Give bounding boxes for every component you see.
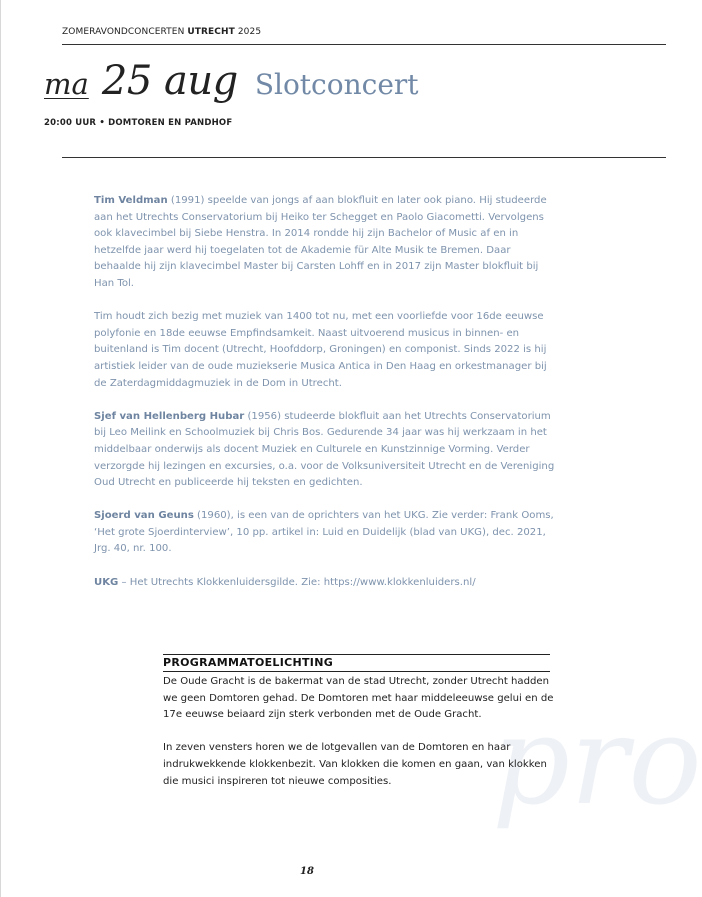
programma-paragraph: De Oude Gracht is de bakermat van de stad Utrecht, zonder Utrecht hadden we geen Domtoren gehad. De Domtoren met haar middeleeuwse gelui en de 17e eeuwse beiaard zijn sterk verbonden met de Oude Gracht. xyxy=(163,676,554,721)
page-number: 18 xyxy=(300,866,314,877)
biographies xyxy=(94,193,556,608)
programma-body xyxy=(163,674,555,807)
watermark-text: pro xyxy=(492,690,702,832)
section-top-rule xyxy=(163,654,550,655)
event-time-location: 20:00 UUR • DOMTOREN EN PANDHOF xyxy=(44,118,233,128)
event-day: ma xyxy=(44,67,89,101)
bio-paragraph: Tim Veldman (1991) speelde van jongs af aan blokfluit en later ook piano. Hij studeerde aan het Utrechts Conservatorium bij Heiko ter Schegget en Paolo Giacometti. Vervolgens ook klavecimbel bij Siebe Henstra. In 2014 rondde hij zijn Bachelor of Music af en in hetzelfde jaar werd hij toegelaten tot de Akademie für Alte Musik te Bremen. Daar behaalde hij zijn klavecimbel Master bij Carsten Lohff en in 2017 zijn Master blokfluit bij Han Tol. xyxy=(94,195,547,289)
event-date: 25 aug xyxy=(101,58,238,104)
bio-paragraph: Tim houdt zich bezig met muziek van 1400 tot nu, met een voorliefde voor 16de eeuwse polyfonie en 18de eeuwse Empfindsamkeit. Naast uitvoerend musicus in binnen- en buitenland is Tim docent (Utrecht, Hoofddorp, Groningen) en componist. Sinds 2022 is hij artistiek leider van de oude muziekserie Musica Antica in Den Haag en orkestmanager bij de Zaterdagmiddagmuziek in de Dom in Utrecht. xyxy=(94,311,547,389)
programma-paragraph: In zeven vensters horen we de lotgevallen van de Domtoren en haar indrukwekkende klokkenbezit. Van klokken die komen en gaan, van klokken die musici inspireren tot nieuwe composities. xyxy=(163,742,547,787)
header-rule xyxy=(62,44,666,45)
bio-paragraph: Sjef van Hellenberg Hubar (1956) studeerde blokfluit aan het Utrechts Conservatorium bij Leo Meilink en Schoolmuziek bij Chris Bos. Gedurende 34 jaar was hij werkzaam in het middelbaar onderwijs als docent Muziek en Culturele en Kunstzinnige Vorming. Verder verzorgde hij lezingen en excursies, o.a. voor de Volksuniversiteit Utrecht en de Vereniging Oud Utrecht en publiceerde hij teksten en gedichten. xyxy=(94,410,555,489)
section-heading: PROGRAMMATOELICHTING xyxy=(163,656,334,669)
section-heading-rule xyxy=(163,671,550,672)
title-rule xyxy=(62,157,666,158)
bio-paragraph: Sjoerd van Geuns (1960), is een van de oprichters van het UKG. Zie verder: Frank Ooms, ‘Het grote Sjoerdinterview’, 10 pp. artikel in: Luid en Duidelijk (blad van UKG), dec. 2021, Jrg. 40, nr. 100. xyxy=(94,510,554,555)
event-name: Slotconcert xyxy=(254,68,419,101)
page-edge xyxy=(0,0,1,897)
bio-paragraph: UKG – Het Utrechts Klokkenluidersgilde. Zie: https://www.klokkenluiders.nl/ xyxy=(94,576,476,588)
running-header: ZOMERAVONDCONCERTEN UTRECHT 2025 xyxy=(62,27,262,37)
event-title xyxy=(44,58,419,104)
